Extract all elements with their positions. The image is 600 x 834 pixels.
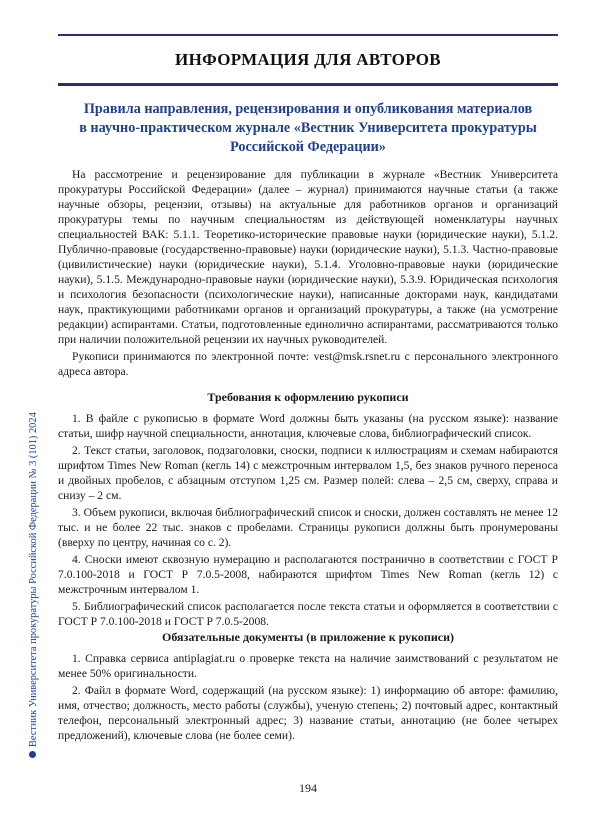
section-header-title: ИНФОРМАЦИЯ ДЛЯ АВТОРОВ — [175, 50, 441, 69]
paragraph: На рассмотрение и рецензирование для публикации в журнале «Вестник Университета прокуратуры Российской Федерации» (далее – журнал) принимаются научные статьи (а также научные обзоры, рецензии, отзывы) на актуальные для работников органов и организаций прокуратуры темы по научным специальностям из действующей номенклатуры научных специальностей ВАК: 5.1.1. Теоретико-исторические правовые науки (юридические науки), 5.1.2. Публично-правовые (государственно-правовые) науки (юридические науки), 5.1.3. Частно-правовые (цивилистические) науки (юридические науки), 5.1.4. Уголовно-правовые науки (юридические науки), 5.1.5. Международно-правовые науки (юридические науки), 5.3.9. Юридическая психология и психология безопасности (психологические науки), написанные докторами наук, кандидатами наук, практикующими работниками органов и организаций прокуратуры, а также (на усмотрение редакции) аспирантами. Статьи, подготовленные единолично аспирантами, рассматриваются только при наличии положительной рецензии их научных руководителей. — [58, 168, 558, 346]
paragraph: 2. Файл в формате Word, содержащий (на русском языке): 1) информацию об авторе: фамилию, имя, отчество; должность, место работы (службы), ученую степень; 2) почтовый адрес, контактный телефон, персональный электронный адрес; 3) название статьи, аннотацию (не более четырех предложений), ключевые слова (не более семи). — [58, 684, 558, 742]
bullet-dot-icon — [29, 751, 36, 758]
paragraph: 1. Справка сервиса antiplagiat.ru о проверке текста на наличие заимствований с результатом не менее 50% оригинальности. — [58, 652, 558, 680]
article-title-line: в научно-практическом журнале «Вестник Университета прокуратуры — [79, 120, 537, 136]
page-number: 194 — [299, 781, 317, 795]
article-title-line: Правила направления, рецензирования и опубликования материалов — [83, 101, 533, 117]
requirements-list — [58, 411, 558, 629]
article-title — [58, 100, 558, 157]
journal-reference-text: Вестник Университета прокуратуры Российской Федерации № 3 (101) 2024 — [28, 412, 39, 747]
section-heading-documents: Обязательные документы (в приложение к рукописи) — [162, 630, 454, 644]
intro-text — [58, 167, 558, 379]
paragraph: 5. Библиографический список располагается после текста статьи и оформляется в соответствии с ГОСТ Р 7.0.100-2018 и ГОСТ Р 7.0.5-2008. — [58, 600, 558, 628]
paragraph: Рукописи принимаются по электронной почте: vest@msk.rsnet.ru с персонального электронного адреса автора. — [58, 350, 558, 378]
paragraph: 1. В файле с рукописью в формате Word должны быть указаны (на русском языке): название статьи, шифр научной специальности, аннотация, ключевые слова, библиографический список. — [58, 412, 558, 440]
paragraph: 4. Сноски имеют сквозную нумерацию и располагаются постранично в соответствии с ГОСТ Р 7.0.100-2018 и ГОСТ Р 7.0.5-2008, набираются шрифтом Times New Roman (кегль 12) с межстрочным интервалом 1. — [58, 553, 558, 596]
paragraph: 3. Объем рукописи, включая библиографический список и сноски, должен составлять не менее 12 тыс. и не более 22 тыс. знаков с пробелами. Страницы рукописи должны быть пронумерованы (вверху по центру, начиная со с. 2). — [58, 506, 558, 549]
article-title-line: Российской Федерации» — [230, 139, 386, 155]
section-heading-requirements: Требования к оформлению рукописи — [207, 390, 409, 404]
header-bottom-rule — [58, 83, 558, 86]
journal-side-reference — [26, 398, 42, 758]
documents-list — [58, 651, 558, 743]
header-top-rule — [58, 34, 558, 36]
paragraph: 2. Текст статьи, заголовок, подзаголовки, сноски, подписи к иллюстрациям и схемам набираются шрифтом Times New Roman (кегль 14) с межстрочным интервалом 1,5, без знаков ручного переноса и двойных пробелов, с абзацным отступом 1,25 см. Размер полей: слева – 2,5 см, сверху, справа и снизу – 2 см. — [58, 444, 558, 502]
